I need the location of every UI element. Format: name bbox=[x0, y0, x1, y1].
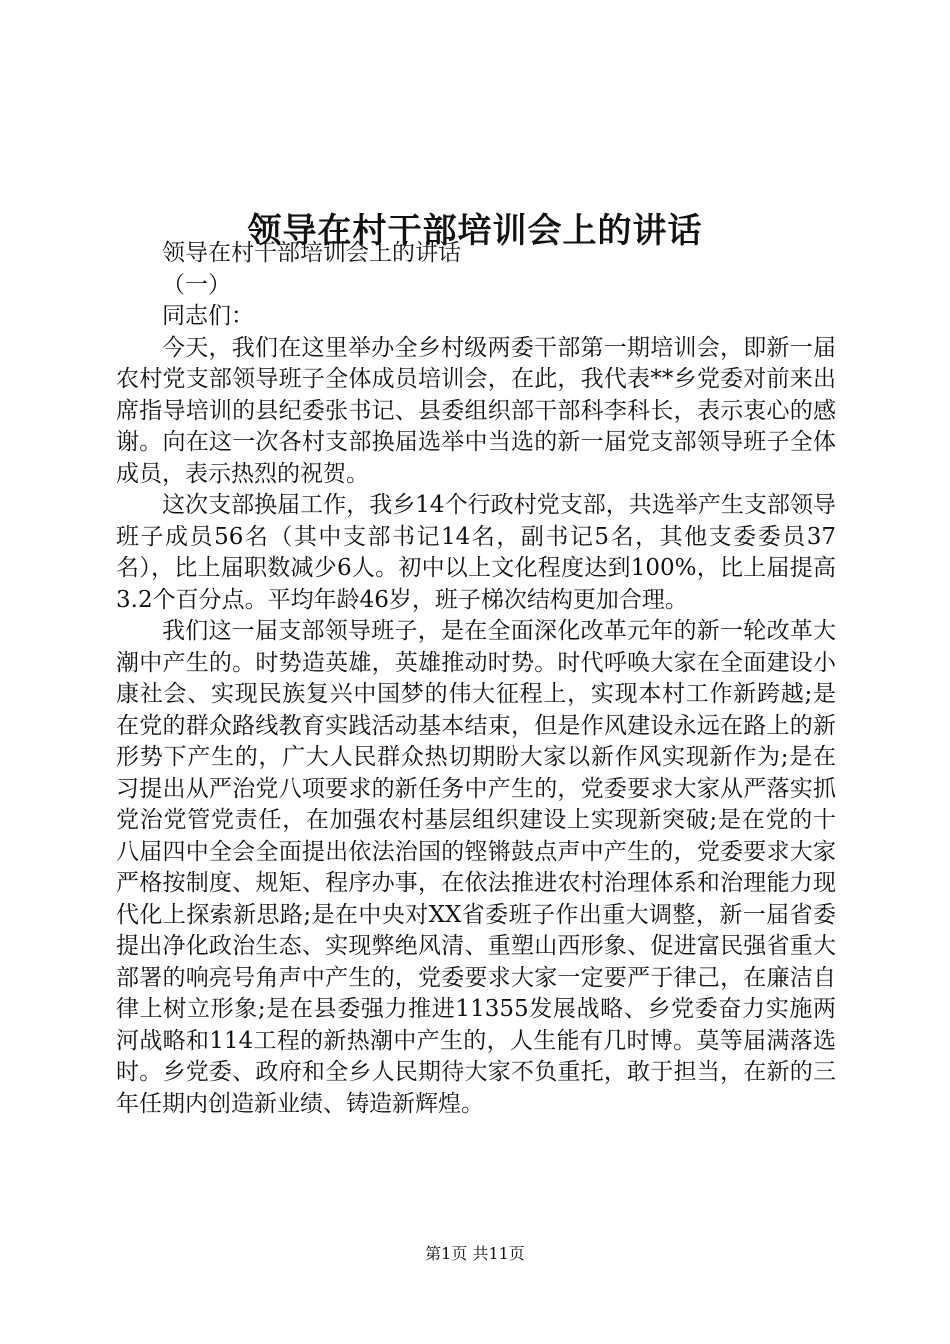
paragraph-body: 我们这一届支部领导班子，是在全面深化改革元年的新一轮改革大潮中产生的。时势造英雄，英雄推动时势。时代呼唤大家在全面建设小康社会、实现民族复兴中国梦的伟大征程上，实现本村工作新跨越;是在党的群众路线教育实践活动基本结束，但是作风建设永远在路上的新形势下产生的，广大人民群众热切期盼大家以新作风实现新作为;是在习提出从严治党八项要求的新任务中产生的，党委要求大家从严落实抓党治党管党责任，在加强农村基层组织建设上实现新突破;是在党的十八届四中全会全面提出依法治国的铿锵鼓点声中产生的，党委要求大家严格按制度、规矩、程序办事，在依法推进农村治理体系和治理能力现代化上探索新思路;是在中央对XX省委班子作出重大调整，新一届省委提出净化政治生态、实现弊绝风清、重塑山西形象、促进富民强省重大部署的响亮号角声中产生的，党委要求大家一定要严于律己，在廉洁自律上树立形象;是在县委强力推进11355发展战略、乡党委奋力实施两河战略和114工程的新热潮中产生的，人生能有几时博。莫等届满落选时。乡党委、政府和全乡人民期待大家不负重托，敢于担当，在新的三年任期内创造新业绩、铸造新辉煌。 bbox=[116, 618, 836, 1117]
paragraph-subtitle: 领导在村干部培训会上的讲话 bbox=[162, 240, 461, 266]
paragraph-section-number: （一） bbox=[162, 271, 231, 298]
paragraph-body: 今天，我们在这里举办全乡村级两委干部第一期培训会，即新一届农村党支部领导班子全体成员培训会，在此，我代表**乡党委对前来出席指导培训的县纪委张书记、县委组织部干部科李科长，表示衷心的感谢。向在这一次各村支部换届选举中当选的新一届党支部领导班子全体成员，表示热烈的祝贺。 bbox=[116, 334, 836, 487]
document-title: 领导在村干部培训会上的讲话 bbox=[247, 210, 703, 251]
document-body bbox=[116, 238, 836, 1120]
page-number-footer: 第1页 共11页 bbox=[425, 1244, 525, 1263]
paragraph-salutation: 同志们： bbox=[162, 303, 254, 329]
paragraph-body: 这次支部换届工作，我乡14个行政村党支部，共选举产生支部领导班子成员56名（其中支部书记14名，副书记5名，其他支委委员37名），比上届职数减少6人。初中以上文化程度达到100%，比上届提高3.2个百分点。平均年龄46岁，班子梯次结构更加合理。 bbox=[116, 492, 836, 613]
